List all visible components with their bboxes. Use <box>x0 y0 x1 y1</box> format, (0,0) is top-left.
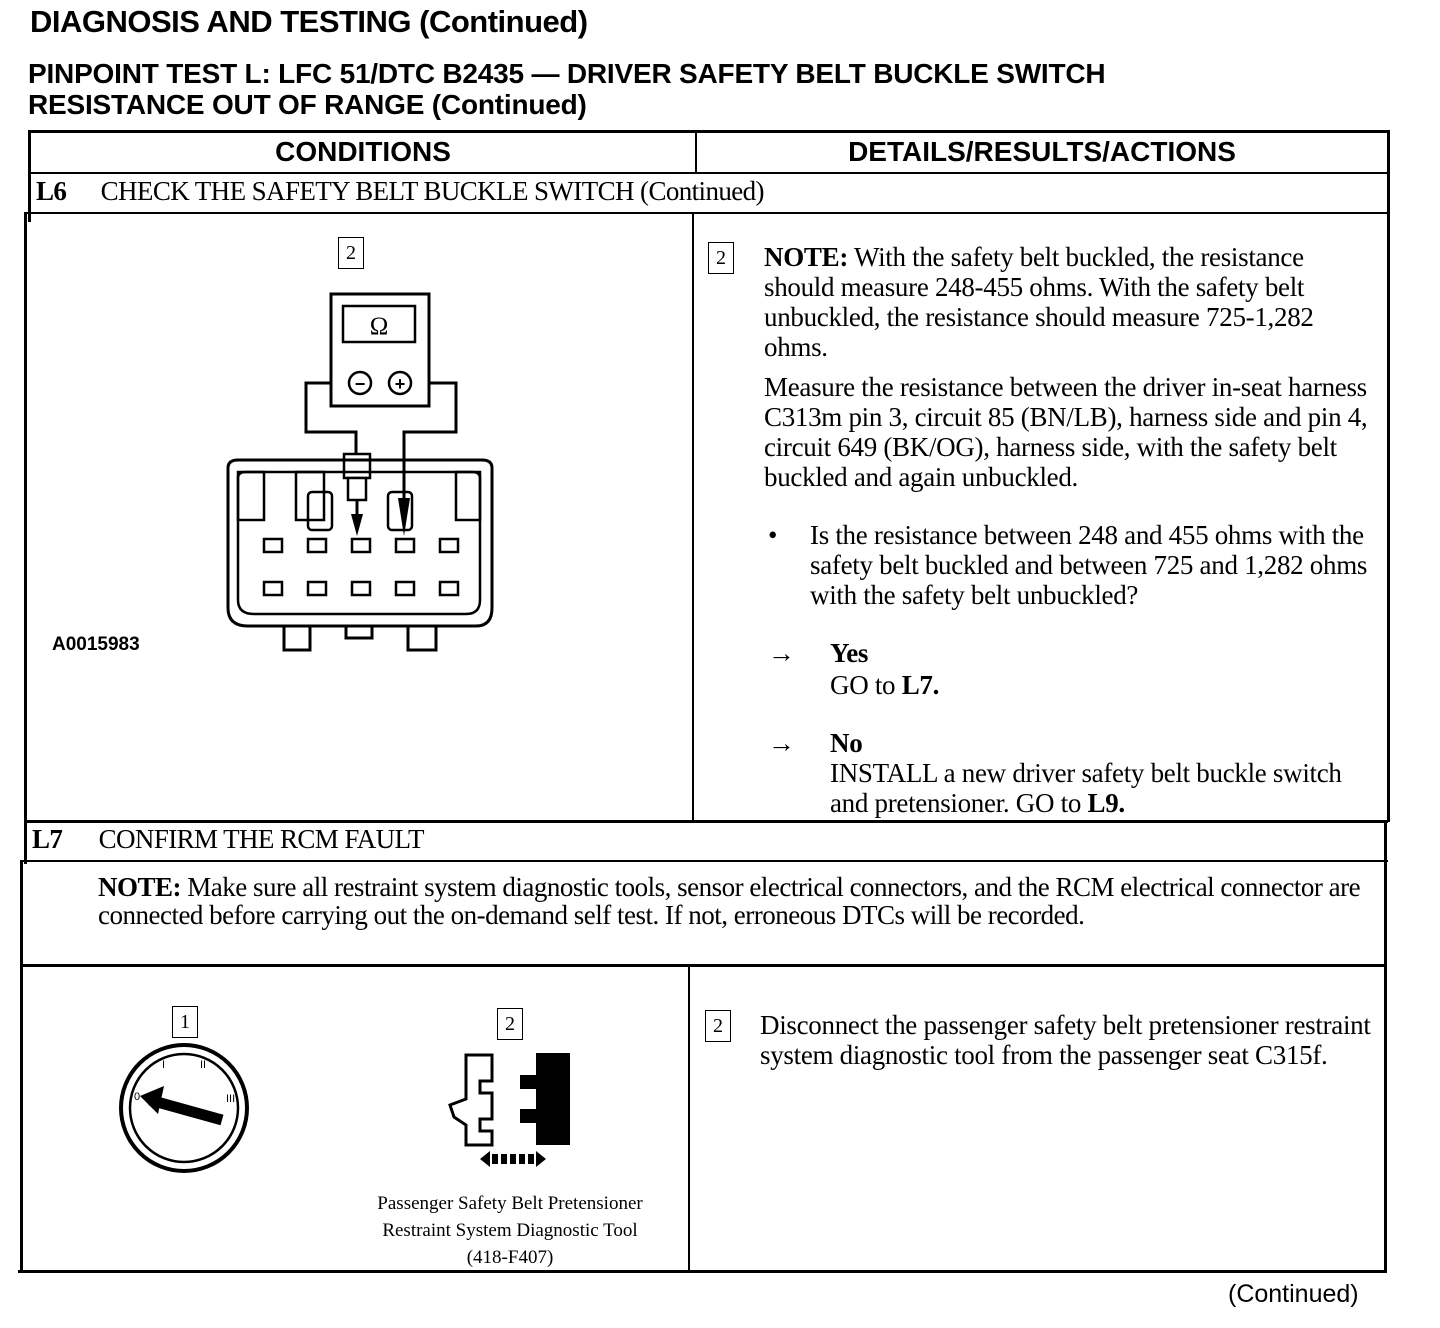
column-header-details: DETAILS/RESULTS/ACTIONS <box>848 136 1236 167</box>
goto-l7-link[interactable]: L7. <box>901 670 940 700</box>
tool-caption-line-2: Restraint System Diagnostic Tool <box>382 1220 638 1241</box>
no-label: No <box>830 728 863 758</box>
yes-arrow-icon: → <box>768 638 795 668</box>
negative-probe-tip <box>351 514 363 536</box>
l7-note-label: NOTE: <box>98 872 182 902</box>
table-left-border-bottom <box>20 860 23 1273</box>
l6-instruction: Measure the resistance between the driver in-seat harness C313m pin 3, circuit 85 (BN/LB), harness side and pin 4, circuit 649 (BK/OG), harness side, with the safety belt buckled and again unbuckled. <box>764 372 1368 492</box>
l6-section-bottom-border <box>24 820 1388 823</box>
l6-step-title: CHECK THE SAFETY BELT BUCKLE SWITCH (Continued) <box>100 176 764 206</box>
goto-l9-link[interactable]: L9. <box>1087 788 1125 818</box>
page-title: DIAGNOSIS AND TESTING (Continued) <box>30 4 588 39</box>
l6-step-title-row <box>36 176 764 207</box>
column-divider-l7 <box>688 964 690 1272</box>
ignition-pos-0: 0 <box>134 1091 141 1103</box>
no-action: INSTALL a new driver safety belt buckle switch and pretensioner. GO to L9. <box>830 758 1342 818</box>
test-title-line-1: PINPOINT TEST L: LFC 51/DTC B2435 — DRIVER SAFETY BELT BUCKLE SWITCH <box>28 58 1106 89</box>
ohm-symbol: Ω <box>369 313 389 340</box>
l6-figure-step-number: 2 <box>338 237 364 269</box>
l6-step-id: L6 <box>36 176 67 206</box>
l6-note-label: NOTE: <box>764 242 849 272</box>
header-bottom-border <box>28 172 1390 174</box>
plus-symbol: + <box>394 374 406 394</box>
ignition-pos-2: II <box>200 1059 207 1071</box>
question-bullet: • <box>768 520 778 550</box>
l6-title-bottom-border <box>26 212 1390 214</box>
test-title-line-2: RESISTANCE OUT OF RANGE (Continued) <box>28 89 587 120</box>
l6-question: Is the resistance between 248 and 455 ohms with the safety belt buckled and between 725 and 1,282 ohms with the safety belt unbuckled? <box>810 520 1368 610</box>
ohmmeter-connector-diagram <box>210 280 510 660</box>
tool-caption-line-3: (418-F407) <box>466 1247 554 1268</box>
l6-detail-step-number: 2 <box>708 242 734 274</box>
l7-note-bottom-border <box>20 964 1386 967</box>
tool-caption-line-1: Passenger Safety Belt Pretensioner <box>377 1193 643 1214</box>
pinpoint-test-title <box>28 58 1328 120</box>
l6-note <box>764 242 1379 362</box>
minus-symbol: − <box>354 374 366 394</box>
table-right-border-top <box>1387 130 1390 822</box>
connector-pin-row-bottom <box>264 582 458 595</box>
column-divider-l6 <box>692 212 694 822</box>
key-position-arrow-icon <box>140 1086 222 1120</box>
l7-step-id: L7 <box>32 824 63 854</box>
l7-detail-step-number: 2 <box>705 1010 731 1042</box>
table-top-border <box>28 130 1390 133</box>
l7-step-title-row <box>32 824 424 855</box>
l7-note <box>98 873 1386 929</box>
no-arrow-icon: → <box>768 728 795 758</box>
ignition-pos-3: III <box>226 1093 236 1105</box>
table-bottom-border <box>18 1270 1384 1273</box>
disconnect-arrow-icon <box>480 1151 546 1167</box>
tool-connector-half <box>450 1055 492 1145</box>
diagnostic-tool-connector-diagram <box>440 1045 590 1180</box>
continued-footer: (Continued) <box>1228 1280 1359 1308</box>
column-header-conditions: CONDITIONS <box>275 136 451 167</box>
l7-instruction: Disconnect the passenger safety belt pretensioner restraint system diagnostic tool from the passenger seat C315f. <box>760 1010 1371 1070</box>
connector-pin-row-top <box>264 539 458 552</box>
table-left-border-mid <box>24 212 27 864</box>
ignition-switch-off-diagram <box>110 1040 260 1175</box>
l7-note-text: Make sure all restraint system diagnostic tools, sensor electrical connectors, and the RCM electrical connector are connected before carrying out the on-demand self test. If not, erroneous DTCs will be recorded. <box>98 872 1361 930</box>
yes-label: Yes <box>830 638 869 668</box>
figure-id-label: A0015983 <box>52 634 140 655</box>
tool-caption <box>340 1190 680 1271</box>
seat-connector-half <box>520 1053 570 1145</box>
l7-figure-step-1: 1 <box>172 1006 198 1038</box>
l7-title-bottom-border <box>22 860 1388 862</box>
l7-step-title: CONFIRM THE RCM FAULT <box>98 824 424 854</box>
l6-note-text: With the safety belt buckled, the resistance should measure 248-455 ohms. With the safety belt unbuckled, the resistance should measure 725-1,282 ohms. <box>764 242 1314 362</box>
ignition-pos-1: I <box>162 1059 166 1071</box>
l7-figure-step-2: 2 <box>497 1008 523 1040</box>
yes-action: GO to L7. <box>830 670 940 700</box>
